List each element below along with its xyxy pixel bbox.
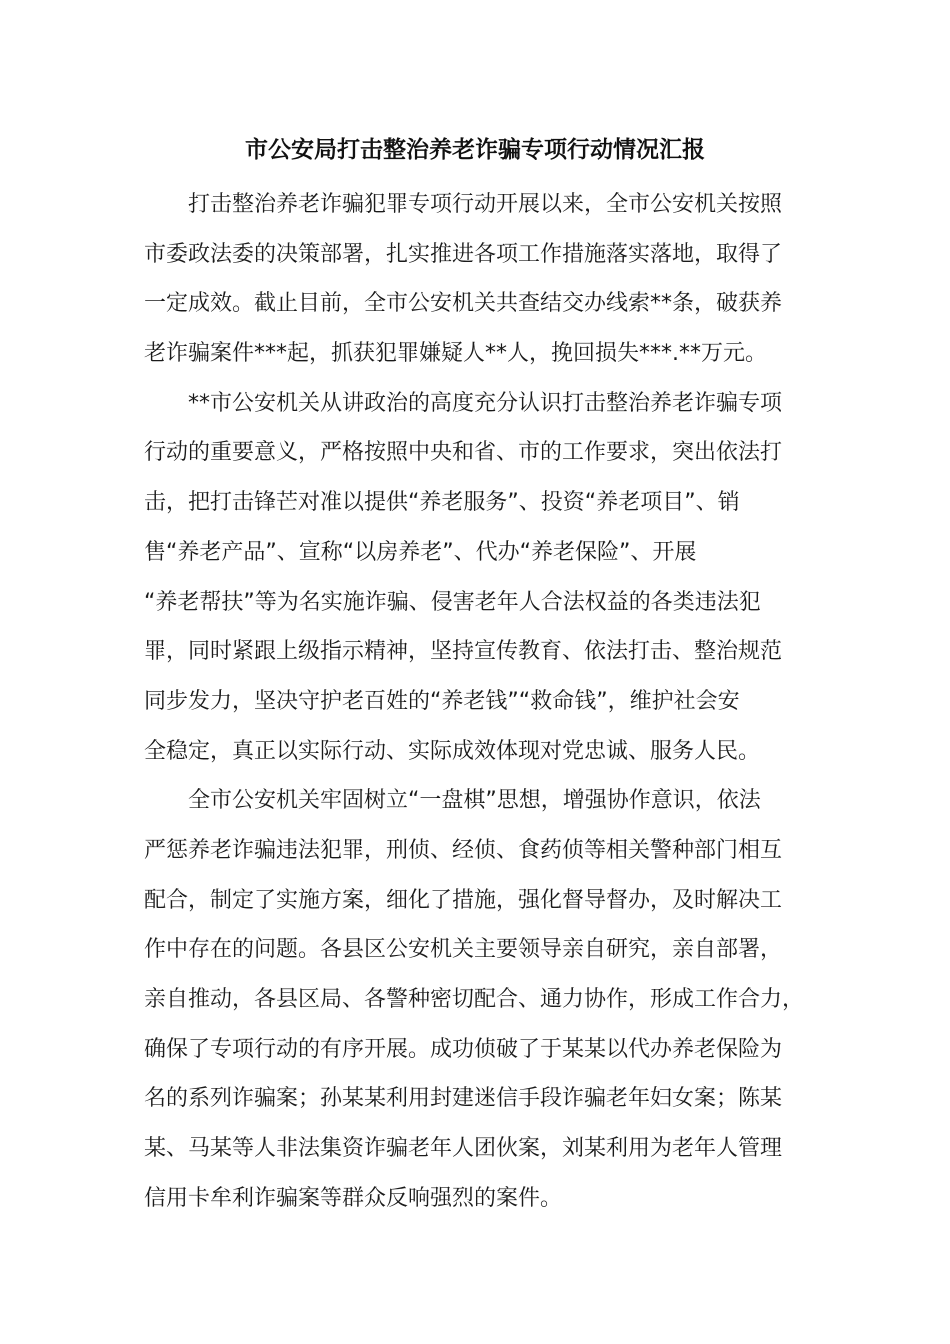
- paragraph-line: 全稳定，真正以实际行动、实际成效体现对党忠诚、服务人民。: [144, 738, 761, 764]
- paragraph-line: 罪，同时紧跟上级指示精神，坚持宣传教育、依法打击、整治规范: [144, 639, 783, 665]
- paragraph-line: 老诈骗案件***起，抓获犯罪嫌疑人**人，挽回损失***.**万元。: [144, 341, 767, 367]
- paragraph-line: 亲自推动，各县区局、各警种密切配合、通力协作，形成工作合力，: [144, 987, 805, 1012]
- paragraph-line: **市公安机关从讲政治的高度充分认识打击整治养老诈骗专项: [188, 390, 783, 416]
- paragraph-line: 市委政法委的决策部署，扎实推进各项工作措施落实落地，取得了: [144, 241, 783, 267]
- paragraph-line: 全市公安机关牢固树立“一盘棋”思想，增强协作意识，依法: [188, 788, 761, 814]
- paragraph-line: 售“养老产品”、宣称“以房养老”、代办“养老保险”、开展: [144, 539, 697, 565]
- paragraph-line: 名的系列诈骗案；孙某某利用封建迷信手段诈骗老年妇女案；陈某: [144, 1086, 783, 1112]
- paragraph-line: 打击整治养老诈骗犯罪专项行动开展以来，全市公安机关按照: [188, 192, 783, 217]
- document-body: [144, 180, 824, 1223]
- document-title: 市公安局打击整治养老诈骗专项行动情况汇报: [245, 137, 705, 163]
- paragraph-line: 作中存在的问题。各县区公安机关主要领导亲自研究，亲自部署，: [144, 937, 783, 963]
- paragraph-2: [144, 379, 824, 777]
- paragraph-line: “养老帮扶”等为名实施诈骗、侵害老年人合法权益的各类违法犯: [144, 589, 761, 615]
- paragraph-line: 信用卡牟利诈骗案等群众反响强烈的案件。: [144, 1185, 563, 1211]
- paragraph-line: 严惩养老诈骗违法犯罪，刑侦、经侦、食药侦等相关警种部门相互: [144, 837, 783, 863]
- paragraph-line: 同步发力，坚决守护老百姓的“养老钱”“救命钱”，维护社会安: [144, 688, 740, 714]
- paragraph-line: 配合，制定了实施方案，细化了措施，强化督导督办，及时解决工: [144, 887, 783, 913]
- paragraph-line: 击，把打击锋芒对准以提供“养老服务”、投资“养老项目”、销: [144, 490, 740, 516]
- paragraph-line: 行动的重要意义，严格按照中央和省、市的工作要求，突出依法打: [144, 440, 783, 466]
- paragraph-line: 确保了专项行动的有序开展。成功侦破了于某某以代办养老保险为: [144, 1036, 783, 1062]
- paragraph-line: 某、马某等人非法集资诈骗老年人团伙案，刘某利用为老年人管理: [144, 1136, 783, 1162]
- paragraph-3: [144, 776, 824, 1223]
- paragraph-1: [144, 180, 824, 379]
- paragraph-line: 一定成效。截止目前，全市公安机关共查结交办线索**条，破获养: [144, 291, 783, 317]
